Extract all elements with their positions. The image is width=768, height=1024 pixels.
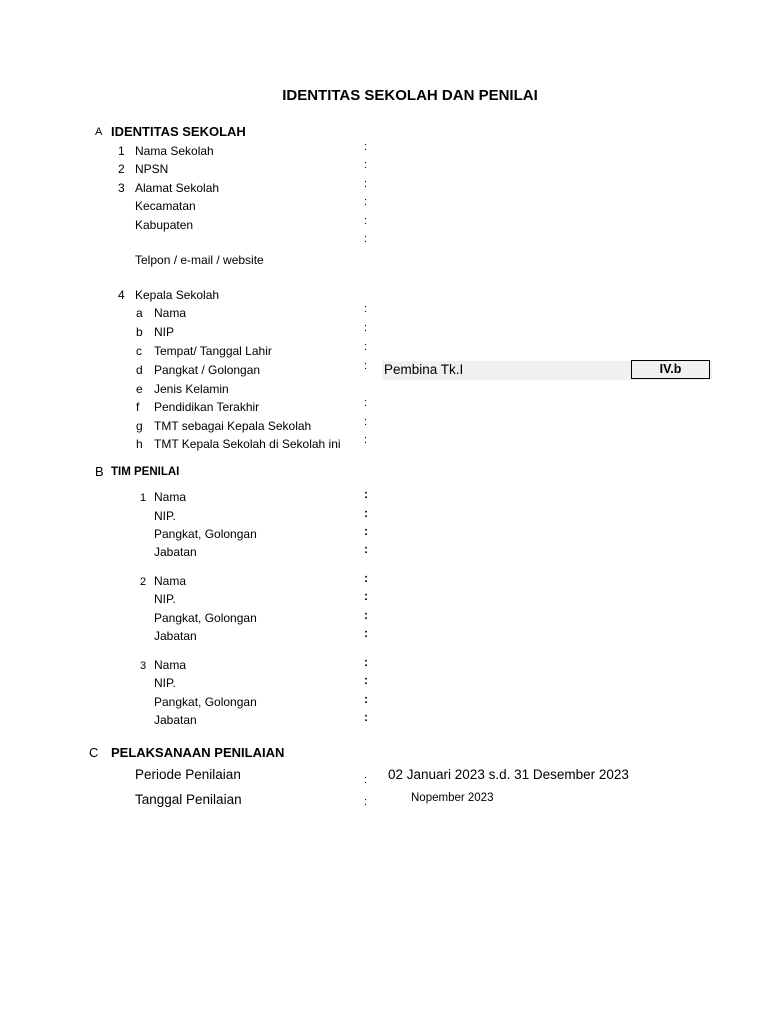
colon: : (364, 215, 368, 227)
colon: : (364, 524, 368, 538)
penilai-nip-label: NIP. (154, 509, 176, 523)
colon: : (364, 360, 368, 372)
item-number: 4 (118, 288, 125, 302)
colon: : (364, 626, 368, 640)
colon: : (364, 710, 368, 724)
colon: : (364, 178, 368, 190)
penilai-nip-label: NIP. (154, 592, 176, 606)
penilai-nama-label: Nama (154, 658, 187, 672)
golongan-value: IV.b (631, 360, 710, 379)
colon: : (364, 589, 368, 603)
npsn-label: NPSN (135, 162, 169, 176)
colon: : (364, 692, 368, 706)
colon: : (364, 774, 368, 786)
penilai-jabatan-label: Jabatan (154, 545, 197, 559)
section-a-letter: A (95, 126, 103, 138)
nama-sekolah-label: Nama Sekolah (135, 144, 214, 158)
colon: : (364, 397, 368, 409)
kepala-nip-label: NIP (154, 325, 175, 339)
section-c-title: PELAKSANAAN PENILAIAN (111, 745, 285, 760)
kepala-tmt-sekolah-label: TMT Kepala Sekolah di Sekolah ini (154, 437, 341, 451)
kecamatan-label: Kecamatan (135, 199, 196, 213)
colon: : (364, 434, 368, 446)
pangkat-value: Pembina Tk.I (384, 362, 464, 377)
penilai-pangkat-label: Pangkat, Golongan (154, 527, 257, 541)
colon: : (364, 416, 368, 428)
sub-letter: c (136, 344, 142, 358)
sub-letter: f (136, 400, 140, 414)
colon: : (364, 303, 368, 315)
kepala-pangkat-label: Pangkat / Golongan (154, 363, 261, 377)
penilai-pangkat-label: Pangkat, Golongan (154, 695, 257, 709)
item-number: 3 (118, 181, 125, 195)
kepala-sekolah-label: Kepala Sekolah (135, 288, 220, 302)
penilai-jabatan-label: Jabatan (154, 629, 197, 643)
colon: : (364, 655, 368, 669)
penilai-number: 3 (140, 660, 147, 672)
penilai-nama-label: Nama (154, 574, 187, 588)
periode-label: Periode Penilaian (135, 767, 241, 782)
section-a-title: IDENTITAS SEKOLAH (111, 124, 246, 139)
colon: : (364, 542, 368, 556)
sub-letter: g (136, 419, 143, 433)
sub-letter: d (136, 363, 143, 377)
kepala-tmt-label: TMT sebagai Kepala Sekolah (154, 419, 312, 433)
page-title: IDENTITAS SEKOLAH DAN PENILAI (282, 87, 538, 104)
colon: : (364, 233, 368, 245)
penilai-nama-label: Nama (154, 490, 187, 504)
kepala-nama-label: Nama (154, 306, 187, 320)
penilai-jabatan-label: Jabatan (154, 713, 197, 727)
penilai-number: 1 (140, 492, 147, 504)
sub-letter: b (136, 325, 143, 339)
kepala-jenis-kelamin-label: Jenis Kelamin (154, 382, 229, 396)
kepala-pendidikan-label: Pendidikan Terakhir (154, 400, 260, 414)
colon: : (364, 196, 368, 208)
section-b-title: TIM PENILAI (111, 466, 180, 478)
item-number: 1 (118, 144, 125, 158)
colon: : (364, 506, 368, 520)
colon: : (364, 141, 368, 153)
sub-letter: h (136, 437, 143, 451)
colon: : (364, 796, 368, 808)
penilai-nip-label: NIP. (154, 676, 176, 690)
colon: : (364, 487, 368, 501)
periode-value: 02 Januari 2023 s.d. 31 Desember 2023 (388, 767, 629, 782)
sub-letter: e (136, 382, 143, 396)
colon: : (364, 571, 368, 585)
section-b-letter: B (95, 464, 104, 479)
tanggal-label: Tanggal Penilaian (135, 792, 242, 807)
colon: : (364, 673, 368, 687)
colon: : (364, 341, 368, 353)
penilai-pangkat-label: Pangkat, Golongan (154, 611, 257, 625)
penilai-number: 2 (140, 576, 147, 588)
colon: : (364, 322, 368, 334)
section-c-letter: C (89, 745, 99, 760)
alamat-sekolah-label: Alamat Sekolah (135, 181, 220, 195)
colon: : (364, 608, 368, 622)
telpon-label: Telpon / e-mail / website (135, 253, 264, 267)
kabupaten-label: Kabupaten (135, 218, 194, 232)
sub-letter: a (136, 306, 143, 320)
item-number: 2 (118, 162, 125, 176)
tanggal-value: Nopember 2023 (411, 792, 494, 804)
colon: : (364, 159, 368, 171)
kepala-ttl-label: Tempat/ Tanggal Lahir (154, 344, 272, 358)
